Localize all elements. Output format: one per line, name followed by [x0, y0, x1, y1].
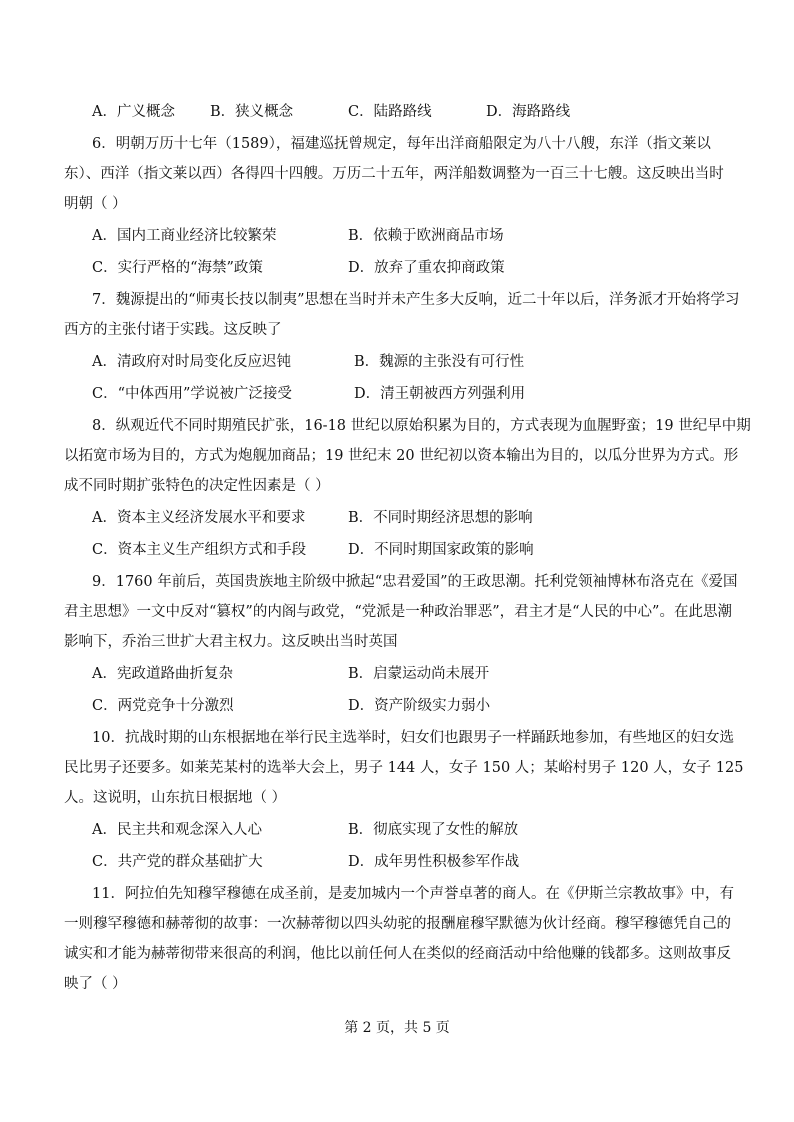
q9-option-d: D．资产阶级实力弱小 — [348, 698, 491, 714]
q9-stem-line-1: 9．1760 年前后，英国贵族地主阶级中掀起“忠君爱国”的王政思潮。托利党领袖博林布洛克在《爱国 — [92, 574, 738, 590]
q5-option-b: B．狭义概念 — [210, 104, 294, 120]
q7-stem-line-2: 西方的主张付诸于实践。这反映了 — [64, 322, 282, 338]
q10-option-b: B．彻底实现了女性的解放 — [348, 822, 519, 838]
q6-option-c: C．实行严格的“海禁”政策 — [92, 260, 263, 276]
q8-stem-line-2: 以拓宽市场为目的，方式为炮舰加商品；19 世纪末 20 世纪初以资本输出为目的，以瓜分世界为方式。形 — [64, 448, 739, 464]
q8-stem-line-3: 成不同时期扩张特色的决定性因素是（ ） — [64, 478, 330, 494]
q9-option-c: C．两党竞争十分激烈 — [92, 698, 234, 714]
q7-option-d: D．清王朝被西方列强利用 — [354, 386, 526, 402]
q8-stem-line-1: 8．纵观近代不同时期殖民扩张，16-18 世纪以原始积累为目的，方式表现为血腥野蛮；19 世纪早中期 — [92, 418, 751, 434]
q10-stem-line-2: 民比男子还要多。如莱芜某村的选举大会上，男子 144 人，女子 150 人；某峪村男子 120 人，女子 125 — [64, 760, 744, 776]
q11-stem-line-3: 诚实和才能为赫蒂彻带来很高的利润，他比以前任何人在类似的经商活动中给他赚的钱都多。这则故事反 — [64, 946, 731, 962]
q10-stem-line-3: 人。这说明，山东抗日根据地（ ） — [64, 790, 287, 806]
q9-stem-line-3: 影响下，乔治三世扩大君主权力。这反映出当时英国 — [64, 634, 398, 650]
q7-option-a: A．清政府对时局变化反应迟钝 — [92, 354, 291, 370]
q10-stem-line-1: 10．抗战时期的山东根据地在举行民主选举时，妇女们也跟男子一样踊跃地参加，有些地区的妇女选 — [92, 730, 734, 746]
q11-stem-line-1: 11．阿拉伯先知穆罕穆德在成圣前，是麦加城内一个声誉卓著的商人。在《伊斯兰宗教故事》中，有 — [92, 886, 734, 902]
q6-stem-line-3: 明朝（ ） — [64, 196, 127, 212]
q8-option-b: B．不同时期经济思想的影响 — [348, 510, 533, 526]
q7-stem-line-1: 7．魏源提出的“师夷长技以制夷”思想在当时并未产生多大反响，近二十年以后，洋务派才开始将学习 — [92, 292, 740, 308]
q5-option-c: C．陆路路线 — [348, 104, 432, 120]
q6-option-a: A．国内工商业经济比较繁荣 — [92, 228, 277, 244]
q7-option-b: B．魏源的主张没有可行性 — [354, 354, 525, 370]
q9-option-b: B．启蒙运动尚未展开 — [348, 666, 490, 682]
q11-stem-line-2: 一则穆罕穆德和赫蒂彻的故事：一次赫蒂彻以四头幼驼的报酬雇穆罕默德为伙计经商。穆罕穆德凭自己的 — [64, 916, 731, 932]
q11-stem-line-4: 映了（ ） — [64, 976, 127, 992]
q5-option-a: A．广义概念 — [92, 104, 175, 120]
q6-option-d: D．放弃了重农抑商政策 — [348, 260, 505, 276]
q8-option-d: D．不同时期国家政策的影响 — [348, 542, 534, 558]
q9-option-a: A．宪政道路曲折复杂 — [92, 666, 233, 682]
q5-option-d: D．海路路线 — [486, 104, 571, 120]
q6-option-b: B．依赖于欧洲商品市场 — [348, 228, 504, 244]
q10-option-c: C．共产党的群众基础扩大 — [92, 854, 263, 870]
q8-option-a: A．资本主义经济发展水平和要求 — [92, 510, 306, 526]
page-footer: 第 2 页，共 5 页 — [344, 1020, 450, 1036]
q8-option-c: C．资本主义生产组织方式和手段 — [92, 542, 307, 558]
q10-option-a: A．民主共和观念深入人心 — [92, 822, 262, 838]
q6-stem-line-2: 东）、西洋（指文莱以西）各得四十四艘。万历二十五年，两洋船数调整为一百三十七艘。这反映出当时 — [64, 166, 724, 182]
q7-option-c: C．“中体西用”学说被广泛接受 — [92, 386, 292, 402]
q6-stem-line-1: 6．明朝万历十七年（1589），福建巡抚曾规定，每年出洋商船限定为八十八艘，东洋（指文莱以 — [92, 136, 711, 152]
q9-stem-line-2: 君主思想》一文中反对“篡权”的内阁与政党，“党派是一种政治罪恶”，君主才是“人民的中心”。在此思潮 — [64, 604, 732, 620]
q10-option-d: D．成年男性积极参军作战 — [348, 854, 520, 870]
